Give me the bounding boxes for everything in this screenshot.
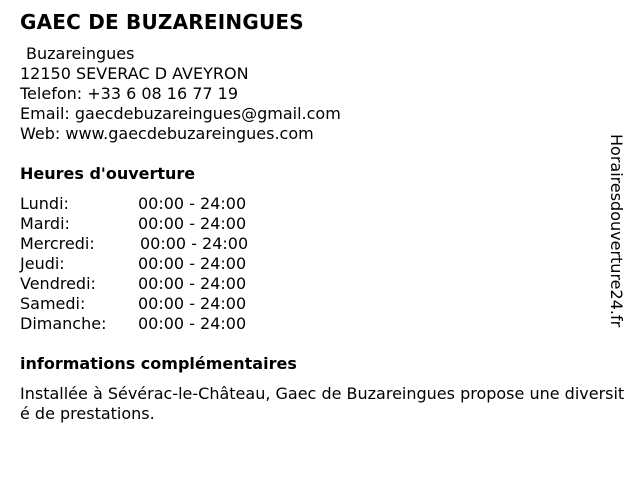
- day-label: Samedi:: [20, 294, 86, 313]
- time-range: 00:00 - 24:00: [138, 194, 247, 213]
- address-city: 12150 SEVERAC D AVEYRON: [20, 64, 249, 83]
- phone-number: Telefon: +33 6 08 16 77 19: [20, 84, 239, 103]
- day-label: Lundi:: [20, 194, 69, 213]
- time-range: 00:00 - 24:00: [138, 214, 247, 233]
- day-label: Dimanche:: [20, 314, 107, 333]
- day-label: Mardi:: [20, 214, 70, 233]
- email-address: Email: gaecdebuzareingues@gmail.com: [20, 104, 341, 123]
- hours-row-wednesday: [20, 234, 280, 254]
- time-range: 00:00 - 24:00: [138, 294, 247, 313]
- address-street: Buzareingues: [26, 44, 135, 63]
- site-watermark: Horairesdouverture24.fr: [607, 134, 626, 328]
- time-range: 00:00 - 24:00: [138, 254, 247, 273]
- hours-row-sunday: [20, 314, 280, 334]
- business-name: GAEC DE BUZAREINGUES: [20, 10, 304, 34]
- day-label: Vendredi:: [20, 274, 96, 293]
- opening-hours-table: [20, 194, 280, 334]
- info-description: Installée à Sévérac-le-Château, Gaec de Buzareingues propose une diversité de prestations.: [20, 384, 625, 423]
- hours-row-thursday: [20, 254, 280, 274]
- hours-row-friday: [20, 274, 280, 294]
- day-label: Mercredi:: [20, 234, 95, 253]
- website: Web: www.gaecdebuzareingues.com: [20, 124, 314, 143]
- info-heading: informations complémentaires: [20, 354, 297, 373]
- contact-block: [20, 44, 341, 144]
- hours-row-tuesday: [20, 214, 280, 234]
- time-range: 00:00 - 24:00: [140, 234, 249, 253]
- time-range: 00:00 - 24:00: [138, 274, 247, 293]
- hours-heading: Heures d'ouverture: [20, 164, 196, 183]
- time-range: 00:00 - 24:00: [138, 314, 247, 333]
- day-label: Jeudi:: [20, 254, 65, 273]
- hours-row-saturday: [20, 294, 280, 314]
- hours-row-monday: [20, 194, 280, 214]
